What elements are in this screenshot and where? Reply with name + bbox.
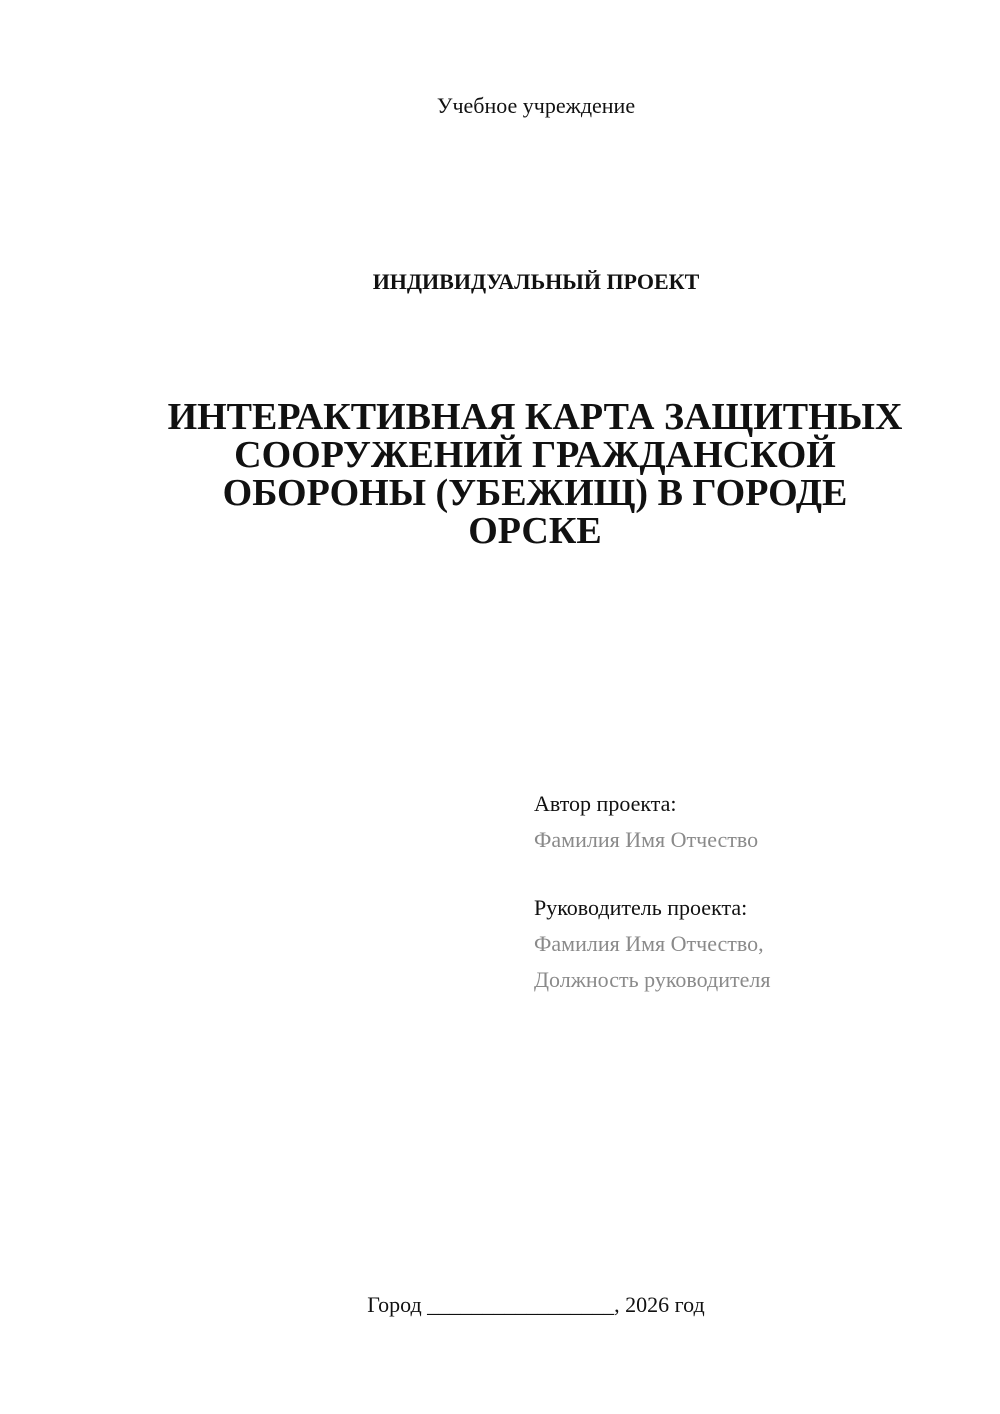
supervisor-label: Руководитель проекта: (534, 895, 748, 920)
project-title (130, 398, 940, 550)
title-line-4: ОРСКЕ (468, 510, 602, 552)
title-line-2: СООРУЖЕНИЙ ГРАЖДАНСКОЙ (234, 434, 836, 476)
city-blank: _________________ (427, 1292, 615, 1317)
title-line-3: ОБОРОНЫ (УБЕЖИЩ) В ГОРОДЕ (222, 472, 848, 514)
project-type: ИНДИВИДУАЛЬНЫЙ ПРОЕКТ (372, 269, 700, 294)
footer-city-year (0, 1290, 1000, 1320)
institution-name: Учебное учреждение (436, 93, 636, 118)
credits-spacer (534, 858, 974, 890)
author-name: Фамилия Имя Отчество (534, 827, 759, 852)
credits-block (534, 786, 974, 998)
title-line-1: ИНТЕРАКТИВНАЯ КАРТА ЗАЩИТНЫХ (167, 396, 903, 438)
city-label: Город (367, 1292, 422, 1317)
year-text: , 2026 год (614, 1292, 705, 1317)
supervisor-position: Должность руководителя (534, 967, 771, 992)
author-label: Автор проекта: (534, 791, 677, 816)
supervisor-name: Фамилия Имя Отчество, (534, 931, 764, 956)
